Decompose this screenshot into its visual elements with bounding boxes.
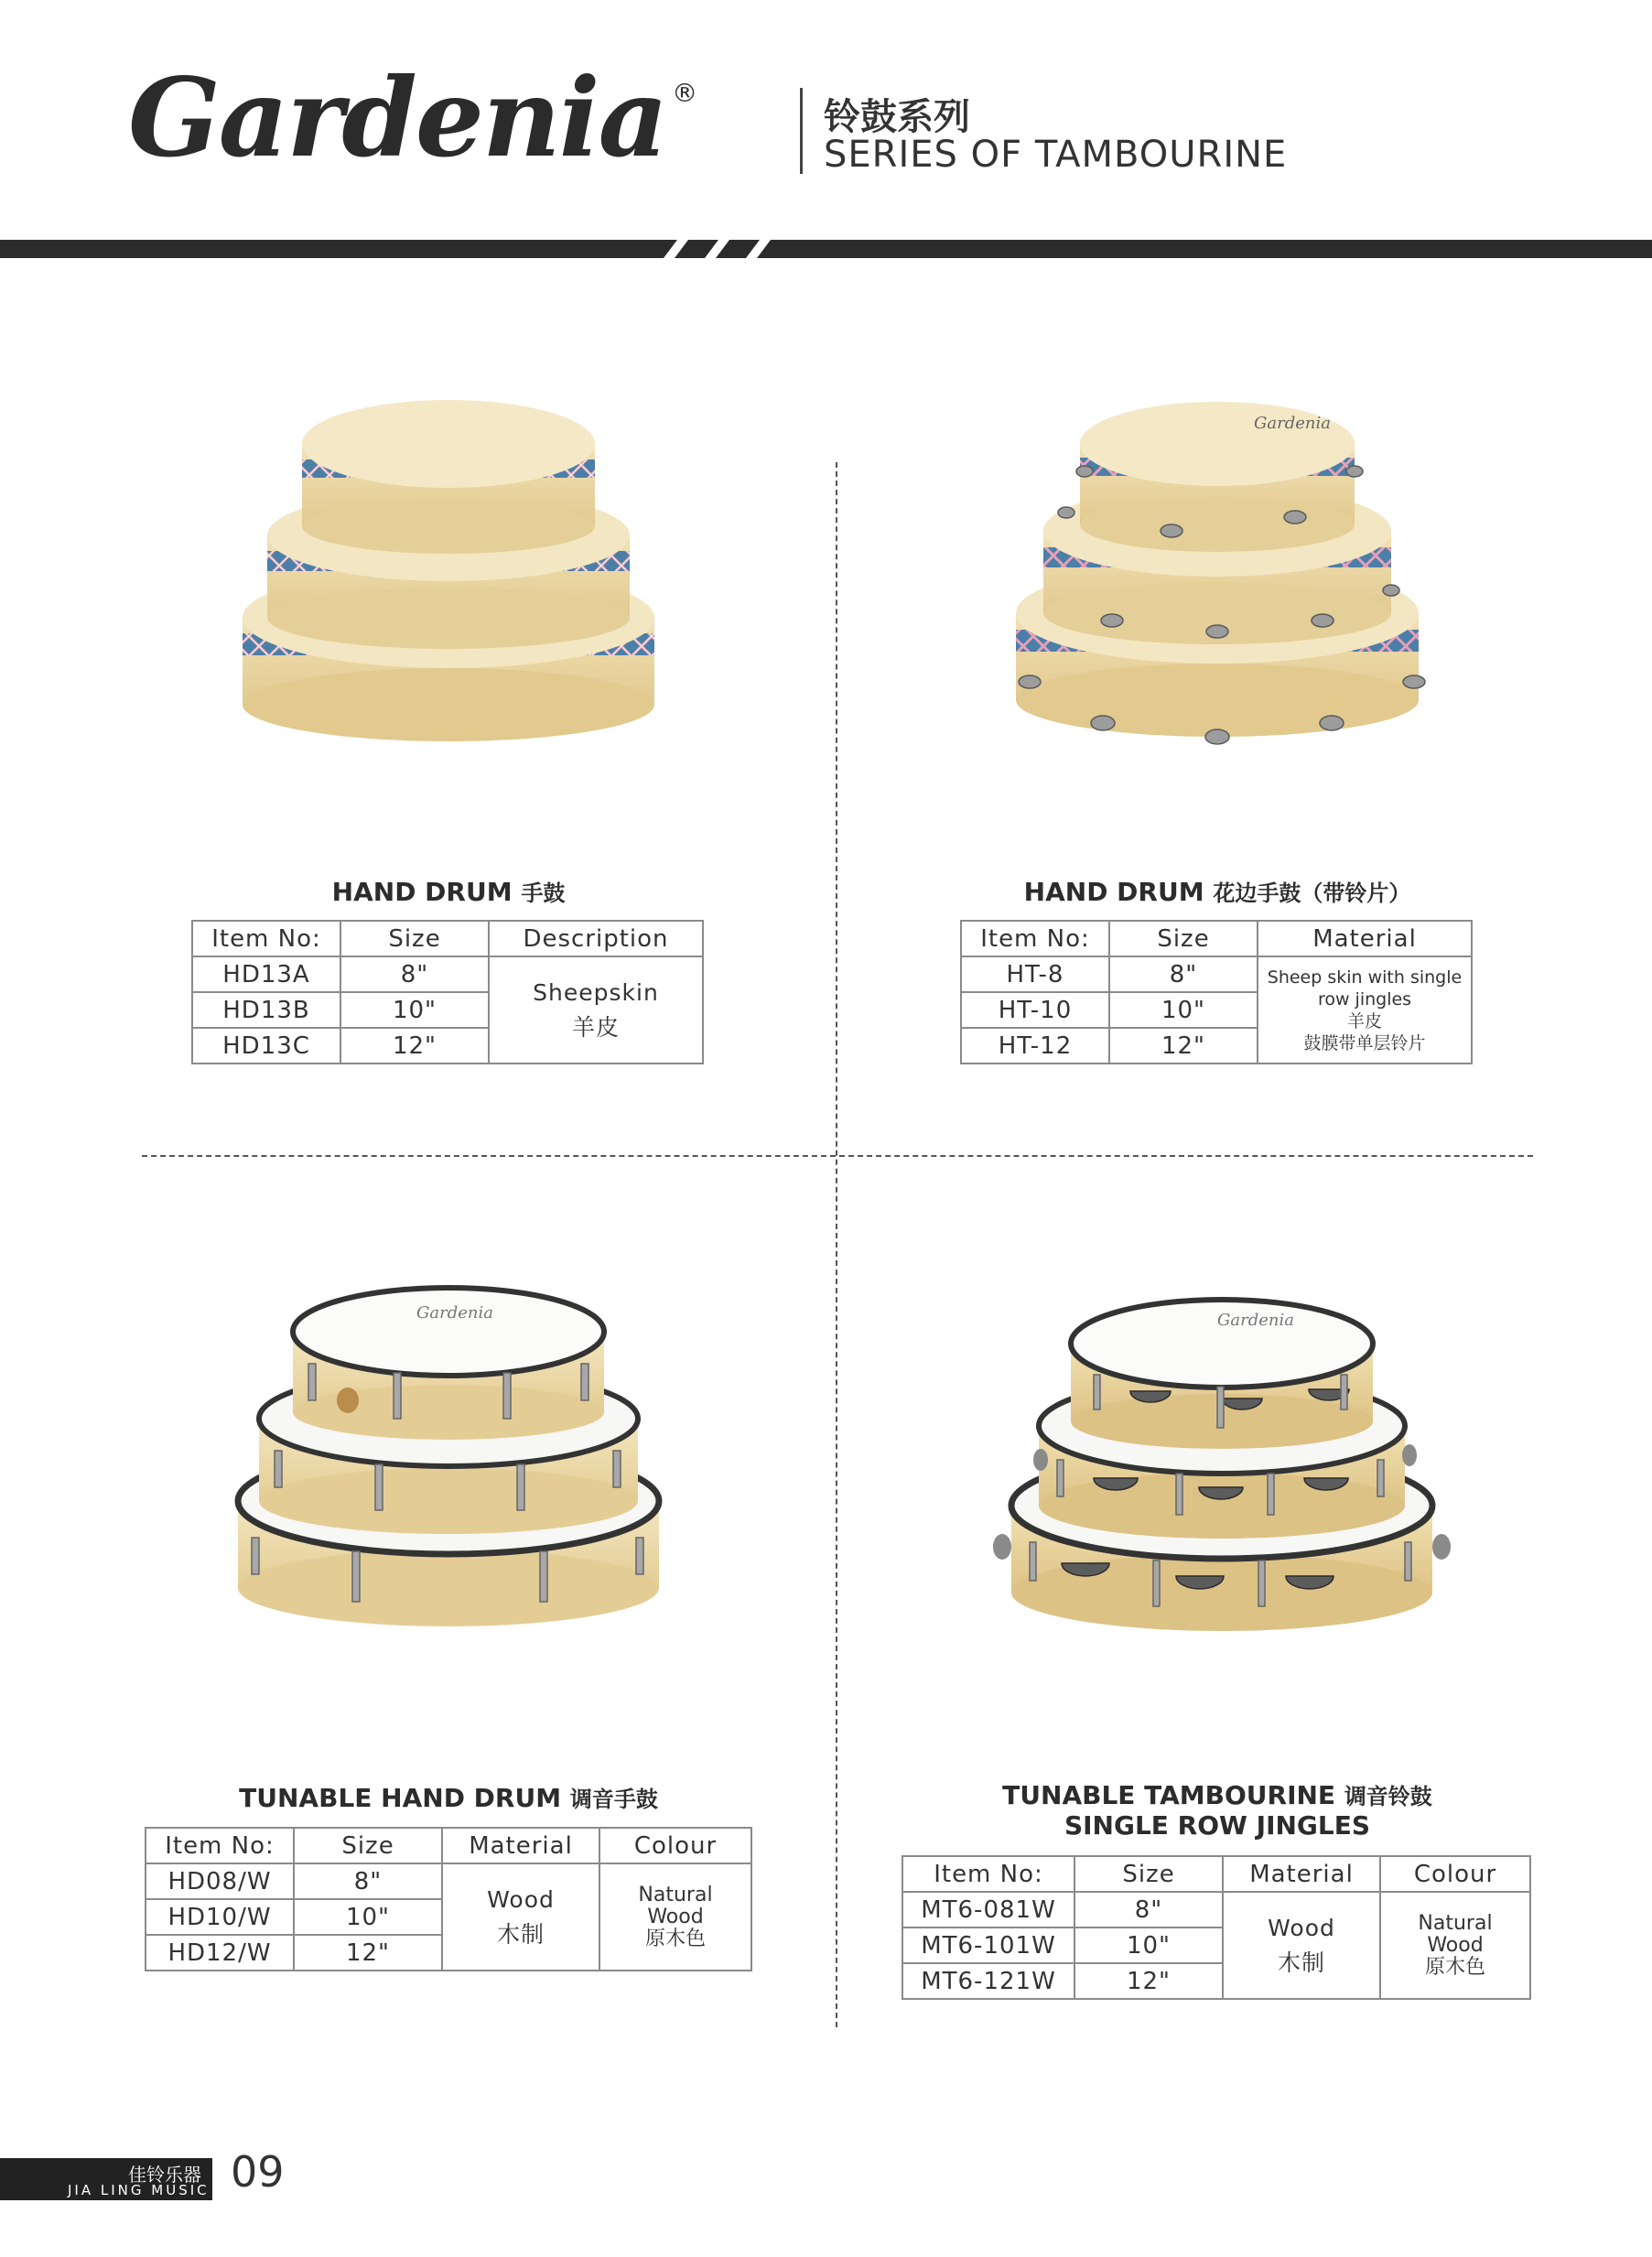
cell-size: 8"	[1074, 1892, 1223, 1928]
cell-material	[1258, 956, 1472, 1064]
col-header-description: Description	[489, 921, 703, 956]
spec-table-hand-drum-jingles	[960, 920, 1473, 1064]
cell-item: HT-10	[961, 992, 1109, 1028]
cell-size: 12"	[1074, 1963, 1223, 1999]
material-cn: 羊皮	[1346, 1010, 1382, 1031]
cell-material	[1223, 1892, 1380, 1999]
material-en: Wood	[1268, 1914, 1335, 1941]
colour-line-2: Wood	[647, 1905, 704, 1928]
col-header-size: Size	[1109, 921, 1258, 956]
cell-size: 12"	[1109, 1028, 1258, 1064]
product-image-tunable-hand-drum	[224, 1263, 673, 1647]
series-title-cn: 铃鼓系列	[824, 96, 970, 138]
cell-colour	[599, 1863, 751, 1971]
drum-logo-text: Gardenia	[1254, 414, 1331, 433]
product-image-hand-drum-jingles	[993, 384, 1441, 769]
col-header-material: Material	[1258, 921, 1472, 956]
colour-cn: 原木色	[1424, 1955, 1485, 1979]
product-heading-hand-drum	[192, 875, 705, 907]
title-divider	[800, 88, 803, 174]
cell-description	[489, 956, 703, 1064]
cell-size: 10"	[294, 1899, 442, 1935]
cell-size: 10"	[1109, 992, 1258, 1028]
cell-item: MT6-121W	[902, 1963, 1074, 1999]
spec-table-hand-drum	[191, 920, 704, 1064]
colour-line-1: Natural	[1418, 1911, 1493, 1935]
col-header-size: Size	[294, 1828, 442, 1863]
cell-size: 8"	[294, 1863, 442, 1899]
material-en: Sheep skin with single row jingles	[1267, 967, 1463, 1010]
material-cn: 木制	[1277, 1949, 1325, 1976]
heading-en: HAND DRUM	[331, 877, 513, 907]
cell-colour	[1380, 1892, 1530, 1999]
col-header-item: Item No:	[192, 921, 340, 956]
col-header-colour: Colour	[599, 1828, 751, 1863]
heading-cn: 花边手鼓（带铃片）	[1213, 880, 1411, 906]
registered-mark: ®	[672, 78, 696, 108]
cell-size: 8"	[1109, 956, 1258, 992]
product-image-tunable-tambourine	[993, 1272, 1451, 1657]
cell-size: 10"	[1074, 1928, 1223, 1963]
colour-cn: 原木色	[644, 1927, 706, 1950]
col-header-size: Size	[1074, 1856, 1223, 1892]
colour-line-2: Wood	[1427, 1933, 1484, 1957]
cell-item: MT6-081W	[902, 1892, 1074, 1928]
heading-en: HAND DRUM	[1023, 877, 1204, 907]
cell-item: HD13A	[192, 956, 340, 992]
cell-item: HT-8	[961, 956, 1109, 992]
cell-size: 12"	[340, 1028, 489, 1064]
heading-cn: 调音铃鼓	[1344, 1784, 1432, 1809]
cell-item: HD13C	[192, 1028, 340, 1064]
cell-size: 10"	[340, 992, 489, 1028]
col-header-item: Item No:	[146, 1828, 294, 1863]
divider-horizontal	[142, 1155, 1533, 1157]
col-header-item: Item No:	[961, 921, 1109, 956]
heading-cn: 调音手鼓	[569, 1787, 658, 1812]
description-cn: 羊皮	[571, 1013, 620, 1041]
cell-item: HD13B	[192, 992, 340, 1028]
divider-vertical	[836, 462, 837, 2027]
product-heading-tunable-hand-drum	[146, 1781, 750, 1813]
spec-table-tunable-hand-drum	[145, 1827, 752, 1971]
product-heading-hand-drum-jingles	[961, 875, 1474, 907]
product-heading-tunable-tambourine	[915, 1781, 1519, 1841]
footer-company-en: JIA LING MUSIC	[68, 2182, 210, 2198]
header-stripe	[0, 240, 1652, 258]
brand-logo	[128, 54, 696, 181]
cell-size: 8"	[340, 956, 489, 992]
footer-company-cn: 佳铃乐器	[128, 2164, 201, 2186]
spec-table-tunable-tambourine	[902, 1855, 1531, 2000]
col-header-material: Material	[442, 1828, 599, 1863]
colour-line-1: Natural	[638, 1883, 713, 1906]
drum-logo-text: Gardenia	[416, 1303, 493, 1323]
cell-item: HD08/W	[146, 1863, 294, 1899]
cell-item: MT6-101W	[902, 1928, 1074, 1963]
col-header-size: Size	[340, 921, 489, 956]
heading-en: TUNABLE TAMBOURINE	[1002, 1780, 1336, 1810]
heading-en: TUNABLE HAND DRUM	[239, 1783, 562, 1813]
heading-cn: 手鼓	[521, 880, 566, 906]
col-header-item: Item No:	[902, 1856, 1074, 1892]
description-en: Sheepskin	[533, 978, 659, 1006]
series-title-en: SERIES OF TAMBOURINE	[824, 134, 1288, 176]
page-number: 09	[231, 2147, 285, 2197]
cell-material	[442, 1863, 599, 1971]
heading-subtitle: SINGLE ROW JINGLES	[1064, 1810, 1371, 1841]
material-cn-detail: 鼓膜带单层铃片	[1303, 1032, 1426, 1053]
col-header-colour: Colour	[1380, 1856, 1530, 1892]
product-image-hand-drum	[229, 384, 668, 769]
drum-logo-text: Gardenia	[1217, 1311, 1294, 1330]
cell-item: HD12/W	[146, 1935, 294, 1971]
material-en: Wood	[487, 1885, 555, 1913]
cell-item: HD10/W	[146, 1899, 294, 1935]
col-header-material: Material	[1223, 1856, 1380, 1892]
material-cn: 木制	[496, 1920, 545, 1948]
brand-name: Gardenia	[128, 54, 667, 181]
cell-item: HT-12	[961, 1028, 1109, 1064]
cell-size: 12"	[294, 1935, 442, 1971]
